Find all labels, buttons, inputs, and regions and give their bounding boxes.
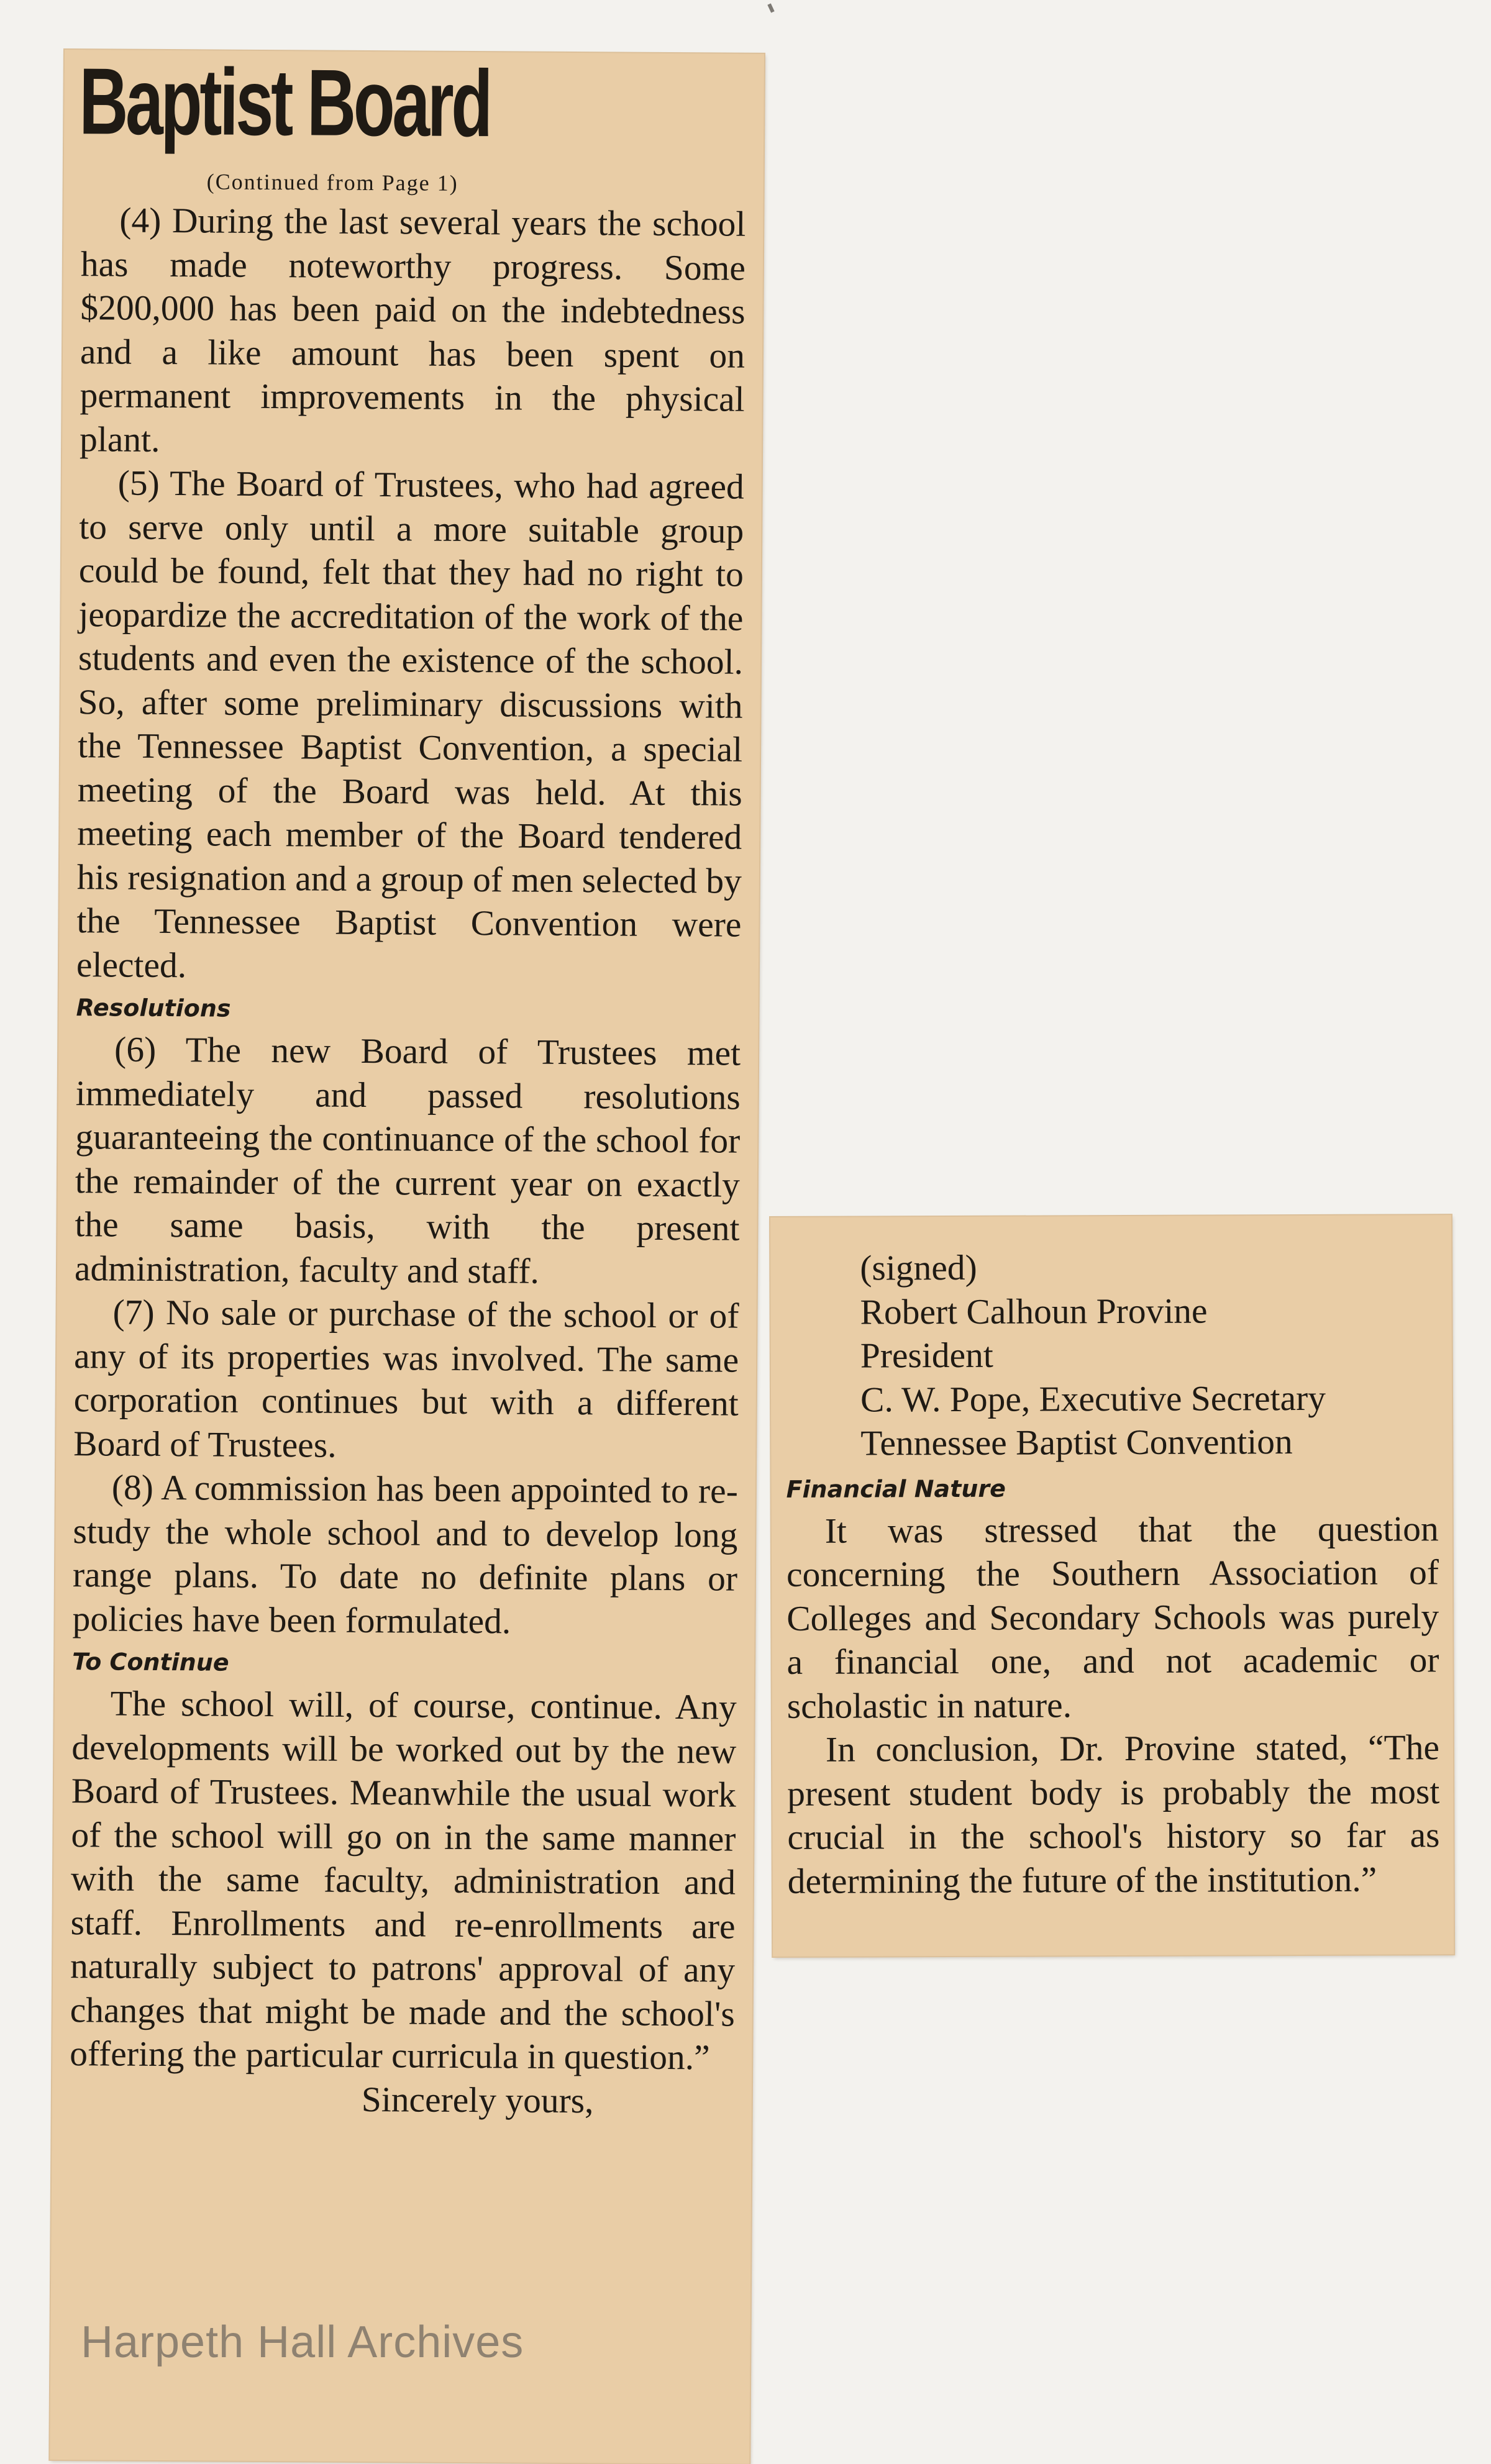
- paragraph-4: (4) During the last several years the school has made noteworthy progress. Some $200,000 has been paid on the indebtedness and a like amount has been spent on permanent improvements in the physical plant.: [79, 201, 746, 460]
- clipping-left-column: [50, 50, 764, 2464]
- paragraph-10: It was stressed that the question concerning the Southern Association of Colleges and Secondary Schools was purely a financial one, and not academic or scholastic in nature.: [786, 1509, 1439, 1726]
- signer-name-pope: C. W. Pope, Executive Secretary: [860, 1378, 1326, 1419]
- signer-name-provine: Robert Calhoun Provine: [860, 1291, 1208, 1332]
- paragraph-5: (5) The Board of Trustees, who had agreed to serve only until a more suitable group could be found, felt that they had no right to jeopardize the accreditation of the work of the students and even the existence of the school. So, after some preliminary discussions with the Tennessee Baptist Convention, a special meeting of the Board was held. At this meeting each member of the Board tendered his resignation and a group of men selected by the Tennessee Baptist Convention were elected.: [76, 463, 744, 985]
- subhead-to-continue: To Continue: [72, 1648, 229, 1676]
- signature-block: [860, 1245, 1438, 1466]
- paragraph-7: (7) No sale or purchase of the school or of any of its properties was involved. The same corporation continues but with a different Board of Trustees.: [73, 1293, 739, 1465]
- paragraph-8: (8) A commission has been appointed to re-study the whole school and to develop long range plans. To date no definite plans or policies have been formulated.: [72, 1468, 739, 1641]
- paragraph-6: (6) The new Board of Trustees met immediately and passed resolutions guaranteeing the continuance of the school for the remainder of the current year on exactly the same basis, with the present administration, faculty and staff.: [74, 1030, 741, 1291]
- headline: Baptist Board: [78, 48, 491, 157]
- signer-org: Tennessee Baptist Convention: [860, 1422, 1293, 1463]
- left-column-text: [70, 199, 746, 2124]
- paragraph-11: In conclusion, Dr. Provine stated, “The present student body is probably the most crucial in the school's history so far as determining the future of the institution.”: [787, 1728, 1440, 1901]
- signer-title-president: President: [860, 1335, 993, 1376]
- signed-note: (signed): [860, 1248, 977, 1288]
- archive-watermark: Harpeth Hall Archives: [81, 2317, 524, 2367]
- subhead-resolutions: Resolutions: [76, 994, 231, 1022]
- continued-note: (Continued from Page 1): [206, 169, 458, 196]
- paper-speck: [767, 3, 774, 12]
- clipping-right-column: [770, 1215, 1454, 1957]
- subhead-financial-nature: Financial Nature: [786, 1475, 1006, 1503]
- closing-sincerely: Sincerely yours,: [361, 2080, 594, 2121]
- right-column-text: [785, 1245, 1440, 1904]
- paragraph-9: The school will, of course, continue. Any developments will be worked out by the new Board of Trustees. Meanwhile the usual work of the school will go on in the same manner with the same faculty, administration and staff. Enrollments and re-enrollments are naturally subject to patrons' approval of any changes that might be made and the school's offering the particular curricula in question.”: [70, 1684, 737, 2078]
